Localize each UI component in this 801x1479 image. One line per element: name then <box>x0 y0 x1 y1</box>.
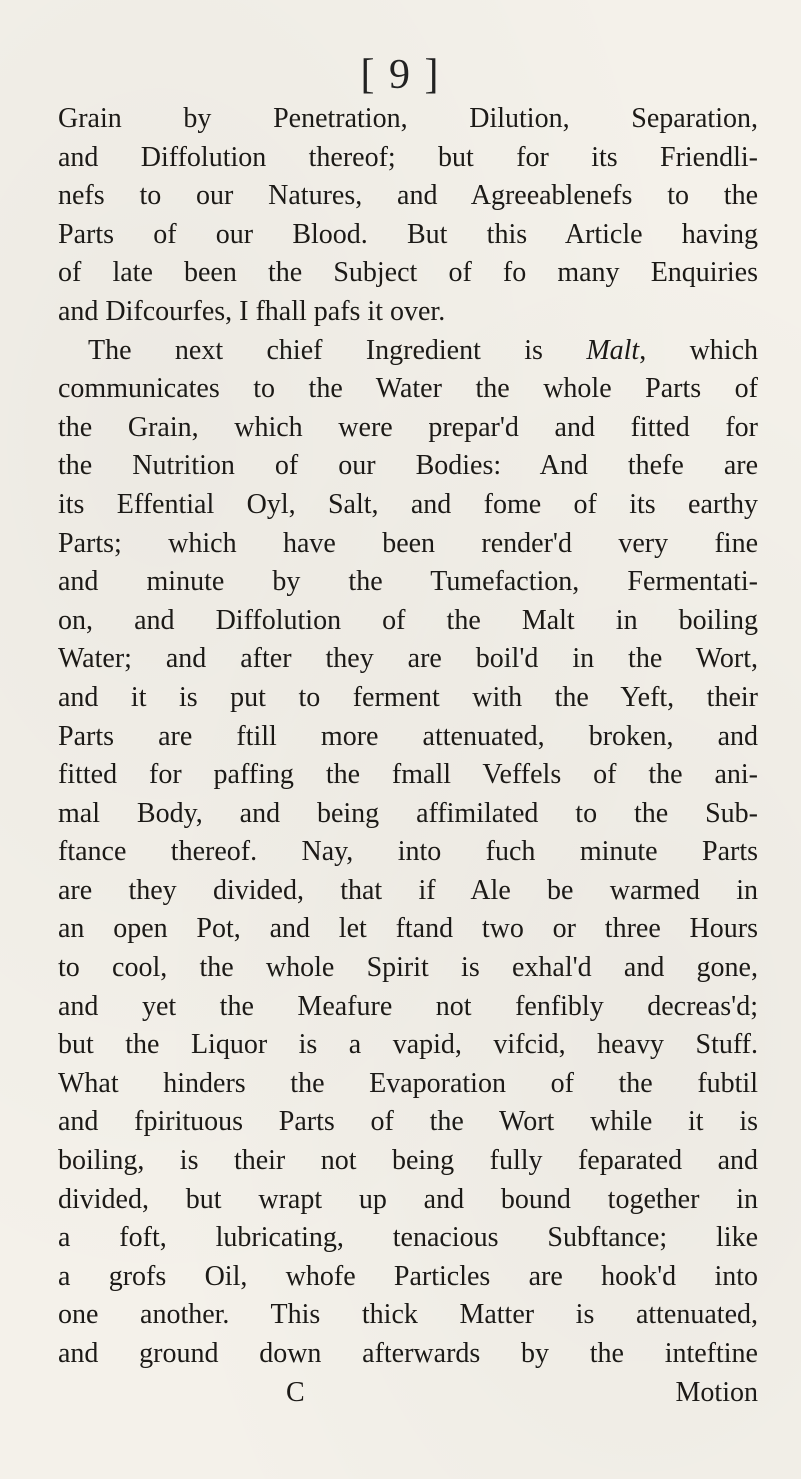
text-line: Parts of our Blood. But this Article having <box>58 218 758 250</box>
footer-row <box>58 1374 758 1413</box>
text-line: divided, but wrapt up and bound together in <box>58 1183 758 1215</box>
text-line: one another. This thick Matter is attenuated, <box>58 1299 758 1331</box>
text-line: of late been the Subject of fo many Enquiries <box>58 257 758 289</box>
text-line: the Grain, which were prepar'd and fitted for <box>58 411 758 443</box>
signature-mark: C <box>286 1376 305 1408</box>
page-number: [ 9 ] <box>360 52 441 98</box>
text-line: nefs to our Natures, and Agreeablenefs to the <box>58 180 758 212</box>
text-line: an open Pot, and let ftand two or three Hours <box>58 913 758 945</box>
text-line: What hinders the Evaporation of the fubtil <box>58 1067 758 1099</box>
catchword: Motion <box>675 1376 758 1408</box>
text-line: fitted for paffing the fmall Veffels of the ani- <box>58 759 758 791</box>
text-line: and Difcourfes, I fhall pafs it over. <box>58 295 446 327</box>
text-line: the Nutrition of our Bodies: And thefe are <box>58 450 758 482</box>
italic-term-malt: Malt <box>586 334 640 366</box>
text-line: boiling, is their not being fully feparated and <box>58 1145 758 1177</box>
text-line: communicates to the Water the whole Parts of <box>58 373 758 405</box>
text-line: Parts are ftill more attenuated, broken, and <box>58 720 758 752</box>
text-fragment: , which <box>639 334 759 366</box>
text-line: and ground down afterwards by the inteftine <box>58 1338 758 1369</box>
text-line: to cool, the whole Spirit is exhal'd and gone, <box>58 952 758 984</box>
paragraph-start-line <box>58 332 758 371</box>
text-line: but the Liquor is a vapid, vifcid, heavy Stuff. <box>58 1029 758 1061</box>
text-line: a foft, lubricating, tenacious Subftance; like <box>58 1222 758 1254</box>
text-line: and it is put to ferment with the Yeft, their <box>58 681 758 713</box>
text-line: and fpirituous Parts of the Wort while it is <box>58 1106 758 1138</box>
text-line: on, and Diffolution of the Malt in boiling <box>58 604 758 636</box>
text-line: and Diffolution thereof; but for its Friendli- <box>58 141 758 173</box>
text-line: and yet the Meafure not fenfibly decreas'd; <box>58 990 758 1022</box>
text-line: ftance thereof. Nay, into fuch minute Parts <box>58 836 758 868</box>
text-line: Grain by Penetration, Dilution, Separation, <box>58 103 758 134</box>
text-line: mal Body, and being affimilated to the Sub- <box>58 797 758 829</box>
text-line: its Effential Oyl, Salt, and fome of its earthy <box>58 488 758 520</box>
text-line: are they divided, that if Ale be warmed in <box>58 874 758 906</box>
text-line: a grofs Oil, whofe Particles are hook'd into <box>58 1260 758 1292</box>
body-text <box>58 100 758 1412</box>
text-fragment: The next chief Ingredient is <box>88 334 587 366</box>
text-line: Water; and after they are boil'd in the Wort, <box>58 643 758 675</box>
text-line: and minute by the Tumefaction, Fermentati- <box>58 566 758 598</box>
text-line: Parts; which have been render'd very fine <box>58 527 758 559</box>
